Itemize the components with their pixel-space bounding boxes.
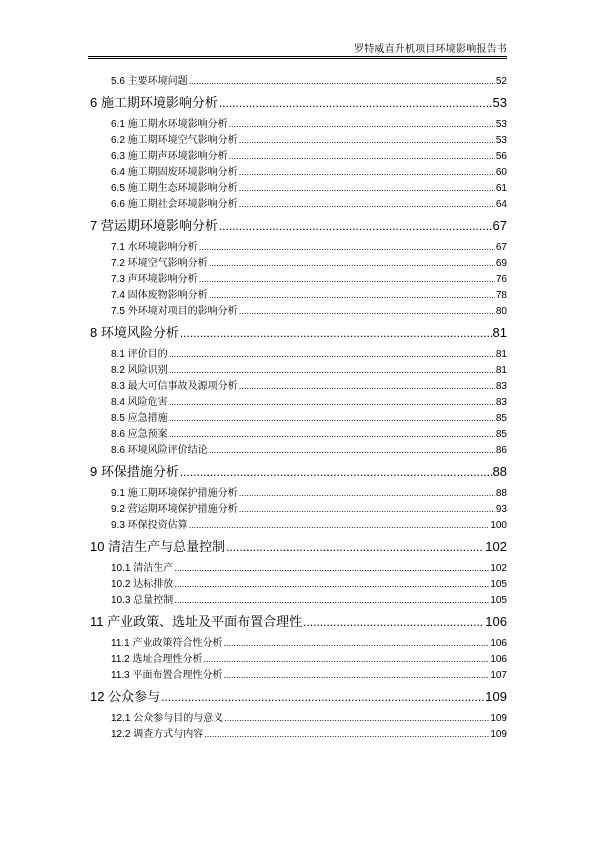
toc-leader-dots: [204, 729, 489, 739]
toc-entry-page-number: 106: [485, 614, 507, 629]
toc-entry-label: 6.6 施工期社会环境影响分析: [111, 199, 238, 210]
toc-section-entry[interactable]: [111, 725, 507, 740]
toc-section-entry[interactable]: [111, 709, 507, 724]
toc-entry-page-number: 109: [490, 713, 507, 724]
toc-leader-dots: [180, 465, 492, 479]
toc-entry-label: 8.4 风险危害: [111, 397, 168, 408]
toc-leader-dots: [239, 488, 495, 498]
toc-entry-page-number: 93: [495, 504, 507, 515]
toc-section-entry[interactable]: [111, 666, 507, 681]
toc-entry-page-number: 69: [495, 258, 507, 269]
toc-section-entry[interactable]: [111, 115, 507, 130]
toc-entry-label: 7.1 水环境影响分析: [111, 242, 198, 253]
toc-leader-dots: [209, 445, 495, 455]
toc-entry-label: 10.3 总量控制: [111, 595, 174, 606]
toc-entry-page-number: 53: [495, 119, 507, 130]
toc-leader-dots: [239, 381, 495, 391]
toc-chapter-entry[interactable]: [90, 686, 507, 705]
toc-chapter-entry[interactable]: [90, 461, 507, 480]
toc-leader-dots: [224, 638, 490, 648]
toc-entry-label: 5.6 主要环境问题: [111, 76, 188, 87]
toc-entry-page-number: 60: [495, 167, 507, 178]
toc-leader-dots: [174, 563, 489, 573]
toc-entry-label: 6.4 施工期固废环境影响分析: [111, 167, 238, 178]
toc-entry-page-number: 85: [495, 413, 507, 424]
toc-entry-label: 7 营运期环境影响分析: [90, 218, 218, 233]
toc-section-entry[interactable]: [111, 302, 507, 317]
toc-section-entry[interactable]: [111, 634, 507, 649]
toc-leader-dots: [174, 595, 489, 605]
toc-section-entry[interactable]: [111, 650, 507, 665]
toc-leader-dots: [239, 306, 495, 316]
toc-entry-page-number: 106: [490, 638, 507, 649]
toc-entry-page-number: 83: [495, 397, 507, 408]
toc-entry-label: 9.3 环保投资估算: [111, 520, 188, 531]
toc-section-entry[interactable]: [111, 361, 507, 376]
toc-entry-page-number: 81: [492, 325, 507, 340]
toc-entry-label: 8.1 评价目的: [111, 349, 168, 360]
toc-entry-page-number: 61: [495, 183, 507, 194]
toc-entry-page-number: 64: [495, 199, 507, 210]
toc-entry-label: 6.3 施工期声环境影响分析: [111, 151, 228, 162]
toc-entry-page-number: 81: [495, 349, 507, 360]
toc-chapter-entry[interactable]: [90, 92, 507, 111]
toc-entry-page-number: 105: [490, 579, 507, 590]
toc-leader-dots: [229, 151, 495, 161]
toc-section-entry[interactable]: [111, 484, 507, 499]
toc-leader-dots: [169, 429, 495, 439]
toc-chapter-entry[interactable]: [90, 322, 507, 341]
toc-entry-page-number: 53: [492, 95, 507, 110]
toc-section-entry[interactable]: [111, 238, 507, 253]
toc-leader-dots: [239, 199, 495, 209]
toc-entry-page-number: 88: [495, 488, 507, 499]
toc-entry-label: 10 清洁生产与总量控制: [90, 539, 226, 554]
toc-section-entry[interactable]: [111, 345, 507, 360]
toc-entry-label: 8.6 应急预案: [111, 429, 168, 440]
toc-leader-dots: [239, 183, 495, 193]
toc-entry-page-number: 56: [495, 151, 507, 162]
toc-leader-dots: [161, 690, 484, 704]
toc-section-entry[interactable]: [111, 163, 507, 178]
toc-entry-page-number: 76: [495, 274, 507, 285]
toc-leader-dots: [204, 654, 490, 664]
toc-entry-page-number: 100: [490, 520, 507, 531]
toc-leader-dots: [219, 96, 492, 110]
toc-section-entry[interactable]: [111, 254, 507, 269]
toc-entry-page-number: 52: [495, 76, 507, 87]
toc-leader-dots: [174, 579, 489, 589]
toc-entry-page-number: 102: [490, 563, 507, 574]
toc-entry-page-number: 83: [495, 381, 507, 392]
toc-chapter-entry[interactable]: [90, 611, 507, 630]
toc-leader-dots: [209, 258, 495, 268]
toc-section-entry[interactable]: [111, 147, 507, 162]
toc-leader-dots: [169, 397, 495, 407]
toc-entry-label: 8.6 环境风险评价结论: [111, 445, 208, 456]
toc-leader-dots: [189, 76, 495, 86]
toc-section-entry[interactable]: [111, 393, 507, 408]
toc-leader-dots: [224, 713, 489, 723]
toc-section-entry[interactable]: [111, 516, 507, 531]
toc-entry-page-number: 80: [495, 306, 507, 317]
toc-entry-label: 6.5 施工期生态环境影响分析: [111, 183, 238, 194]
toc-entry-label: 11.3 平面布置合理性分析: [111, 670, 223, 681]
toc-entry-page-number: 53: [495, 135, 507, 146]
toc-entry-page-number: 109: [485, 689, 507, 704]
toc-entry-page-number: 81: [495, 365, 507, 376]
toc-entry-page-number: 102: [485, 539, 507, 554]
toc-entry-label: 7.5 外环境对项目的影响分析: [111, 306, 238, 317]
toc-leader-dots: [229, 119, 495, 129]
toc-entry-label: 8 环境风险分析: [90, 325, 179, 340]
toc-leader-dots: [169, 413, 495, 423]
toc-entry-label: 9.1 施工期环境保护措施分析: [111, 488, 238, 499]
toc-chapter-entry[interactable]: [90, 215, 507, 234]
toc-leader-dots: [239, 504, 495, 514]
toc-leader-dots: [303, 615, 484, 629]
toc-entry-label: 7.2 环境空气影响分析: [111, 258, 208, 269]
toc-section-entry[interactable]: [111, 72, 507, 87]
toc-leader-dots: [219, 219, 492, 233]
toc-section-entry[interactable]: [111, 131, 507, 146]
toc-entry-label: 11 产业政策、选址及平面布置合理性: [90, 614, 303, 629]
toc-leader-dots: [239, 167, 495, 177]
toc-leader-dots: [180, 326, 492, 340]
toc-leader-dots: [169, 349, 495, 359]
toc-section-entry[interactable]: [111, 270, 507, 285]
toc-section-entry[interactable]: [111, 441, 507, 456]
toc-entry-label: 6.2 施工期环境空气影响分析: [111, 135, 238, 146]
toc-chapter-entry[interactable]: [90, 536, 507, 555]
toc-entry-page-number: 67: [495, 242, 507, 253]
toc-leader-dots: [169, 365, 495, 375]
toc-leader-dots: [199, 274, 495, 284]
toc-entry-page-number: 86: [495, 445, 507, 456]
toc-entry-page-number: 78: [495, 290, 507, 301]
toc-entry-label: 6.1 施工期水环境影响分析: [111, 119, 228, 130]
toc-entry-page-number: 107: [490, 670, 507, 681]
toc-entry-label: 8.3 最大可信事故及源项分析: [111, 381, 238, 392]
toc-entry-page-number: 88: [492, 464, 507, 479]
toc-leader-dots: [189, 520, 490, 530]
toc-entry-page-number: 105: [490, 595, 507, 606]
toc-section-entry[interactable]: [111, 377, 507, 392]
toc-section-entry[interactable]: [111, 179, 507, 194]
toc-leader-dots: [224, 670, 490, 680]
toc-entry-label: 8.5 应急措施: [111, 413, 168, 424]
toc-entry-page-number: 109: [490, 729, 507, 740]
toc-section-entry[interactable]: [111, 591, 507, 606]
toc-section-entry[interactable]: [111, 195, 507, 210]
toc-entry-label: 6 施工期环境影响分析: [90, 95, 218, 110]
toc-entry-label: 10.1 清洁生产: [111, 563, 174, 574]
page-header-title: 罗特威直升机项目环境影响报告书: [354, 44, 507, 55]
toc-entry-label: 7.3 声环境影响分析: [111, 274, 198, 285]
toc-leader-dots: [226, 540, 484, 554]
toc-section-entry[interactable]: [111, 575, 507, 590]
toc-entry-label: 9.2 营运期环境保护措施分析: [111, 504, 238, 515]
toc-section-entry[interactable]: [111, 559, 507, 574]
toc-leader-dots: [199, 242, 495, 252]
toc-section-entry[interactable]: [111, 409, 507, 424]
toc-entry-label: 7.4 固体废物影响分析: [111, 290, 208, 301]
toc-entry-label: 11.1 产业政策符合性分析: [111, 638, 223, 649]
toc-leader-dots: [239, 135, 495, 145]
toc-leader-dots: [209, 290, 495, 300]
toc-section-entry[interactable]: [111, 500, 507, 515]
toc-entry-label: 12.2 调查方式与内容: [111, 729, 204, 740]
toc-entry-label: 10.2 达标排放: [111, 579, 174, 590]
toc-entry-label: 11.2 选址合理性分析: [111, 654, 203, 665]
toc-entry-label: 12 公众参与: [90, 689, 161, 704]
toc-section-entry[interactable]: [111, 425, 507, 440]
toc-entry-label: 8.2 风险识别: [111, 365, 168, 376]
toc-entry-label: 12.1 公众参与目的与意义: [111, 713, 224, 724]
toc-entry-label: 9 环保措施分析: [90, 464, 179, 479]
toc-section-entry[interactable]: [111, 286, 507, 301]
toc-entry-page-number: 85: [495, 429, 507, 440]
toc-entry-page-number: 67: [492, 218, 507, 233]
toc-entry-page-number: 106: [490, 654, 507, 665]
